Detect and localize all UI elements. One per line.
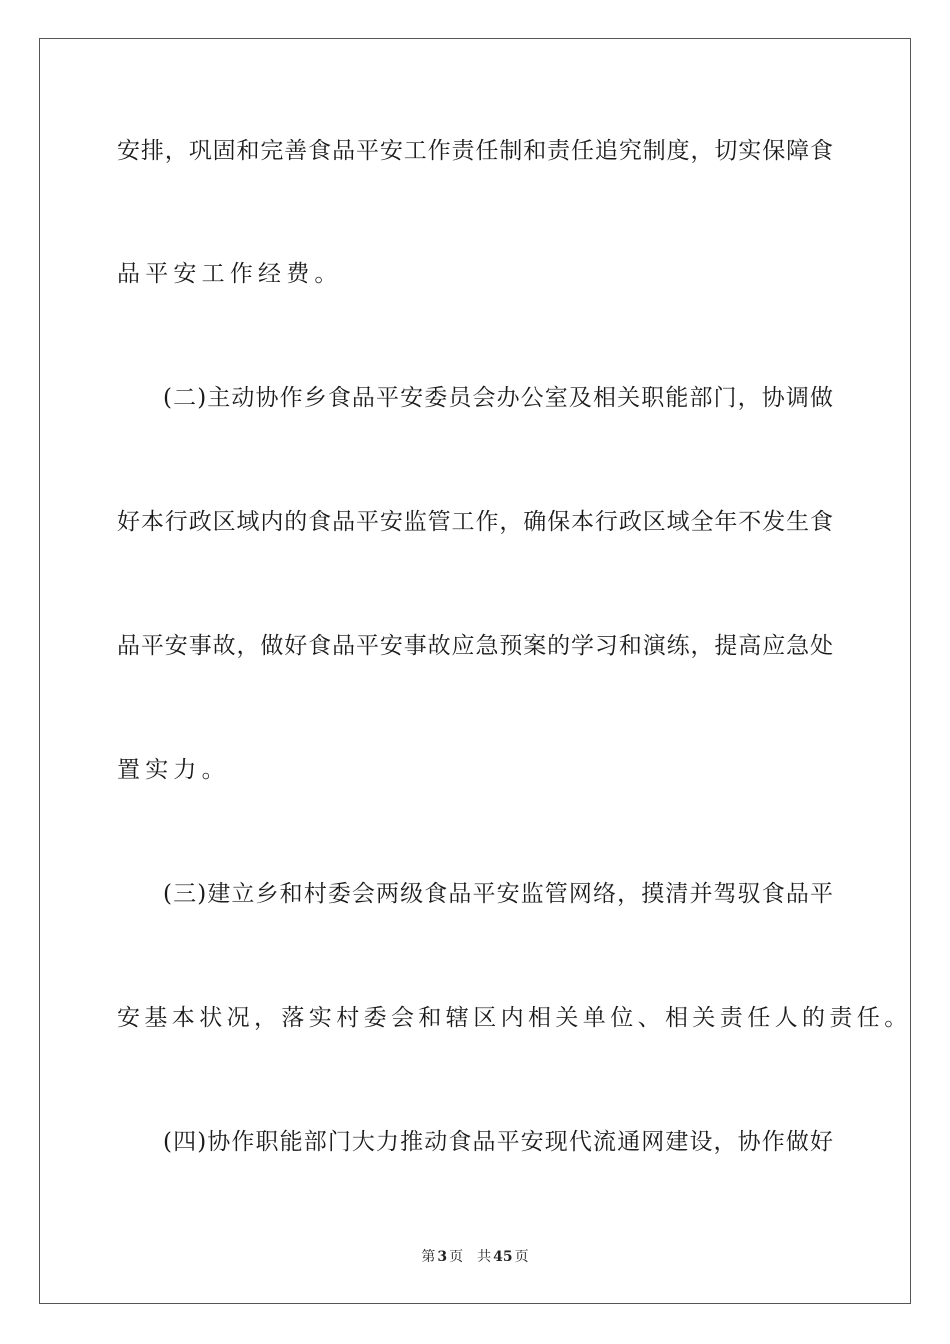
body-line-6: 置实力。 (117, 757, 230, 783)
page-prefix: 第 (421, 1249, 436, 1265)
page-number: 3 (437, 1249, 448, 1265)
body-line-5: 品平安事故，做好食品平安事故应急预案的学习和演练，提高应急处 (117, 633, 833, 659)
page-suffix: 页 (449, 1249, 464, 1265)
total-prefix: 共 (477, 1249, 492, 1265)
total-suffix: 页 (514, 1249, 529, 1265)
body-line-1: 安排，巩固和完善食品平安工作责任制和责任追究制度，切实保障食 (117, 138, 833, 164)
body-line-8: 安基本状况，落实村委会和辖区内相关单位、相关责任人的责任。 (117, 1005, 912, 1031)
body-line-3: (二)主动协作乡食品平安委员会办公室及相关职能部门，协调做 (163, 385, 833, 411)
page-border (39, 38, 911, 1304)
body-line-4: 好本行政区域内的食品平安监管工作，确保本行政区域全年不发生食 (117, 509, 833, 535)
body-line-7: (三)建立乡和村委会两级食品平安监管网络，摸清并驾驭食品平 (163, 881, 833, 907)
total-pages: 45 (493, 1249, 513, 1265)
body-line-2: 品平安工作经费。 (117, 261, 343, 287)
body-line-9: (四)协作职能部门大力推动食品平安现代流通网建设，协作做好 (163, 1129, 833, 1155)
page-footer (0, 1248, 950, 1266)
